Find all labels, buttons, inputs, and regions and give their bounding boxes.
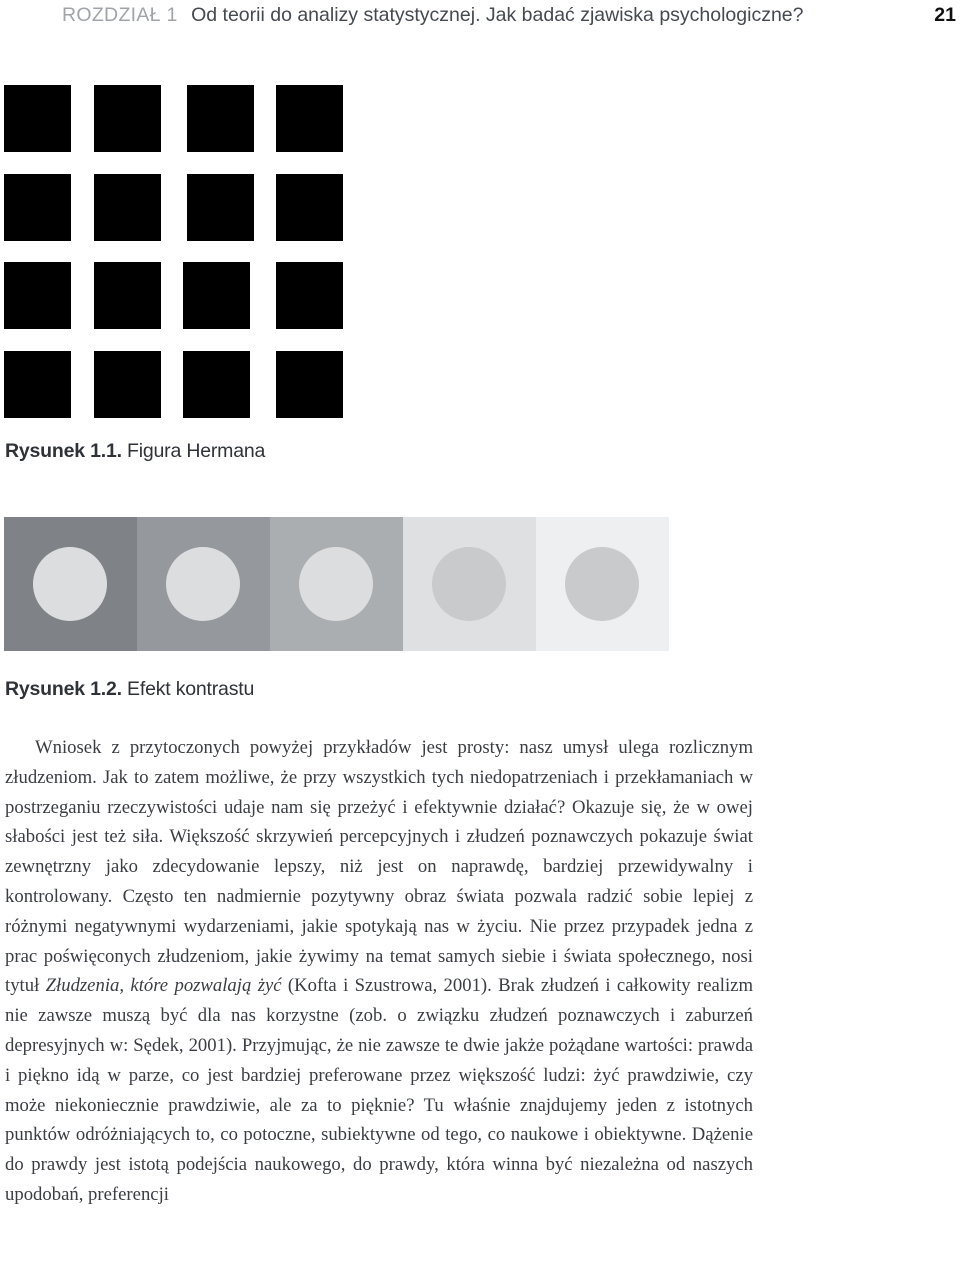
grid-square — [187, 174, 254, 241]
contrast-disc — [33, 547, 107, 621]
contrast-disc — [299, 547, 373, 621]
contrast-effect-figure — [4, 517, 669, 651]
figure-1-title: Figura Hermana — [127, 440, 266, 462]
grid-square — [94, 351, 161, 418]
paragraph-text: Wniosek z przytoczonych powyżej przykładów jest prosty: nasz umysł ulega rozlicznym złudzeniom. Jak to zatem możliwe, że przy wszystkich tych niedopatrzeniach i przekłamaniach w postrzeganiu rzeczywistości udaje nam się przeżyć i efektywnie działać? Okazuje się, że w owej słabości jest też siła. Większość skrzywień percepcyjnych i złudzeń poznawczych pokazuje świat zewnętrzny jako zdecydowanie lepszy, niż jest on naprawdę, bardziej przewidywalny i kontrolowany. Często ten nadmiernie pozytywny obraz świata pozwala radzić sobie lepiej z różnymi negatywnymi wydarzeniami, jakie spotykają nas w życiu. Nie przez przypadek jedna z prac poświęconych złudzeniom, jakie żywimy na temat samych siebie i świata społecznego, nosi tytuł — [5, 737, 753, 997]
figure-1-caption — [5, 439, 265, 463]
contrast-panel — [536, 517, 669, 651]
contrast-panel — [137, 517, 270, 651]
contrast-panel — [403, 517, 536, 651]
figure-2-label: Rysunek 1.2. — [5, 678, 122, 700]
figure-2-title: Efekt kontrastu — [127, 678, 255, 700]
grid-square — [276, 174, 343, 241]
grid-square — [94, 262, 161, 329]
contrast-panel — [270, 517, 403, 651]
grid-square — [4, 174, 71, 241]
contrast-disc — [166, 547, 240, 621]
grid-square — [183, 262, 250, 329]
paragraph — [5, 733, 753, 1210]
grid-square — [187, 85, 254, 152]
body-text — [5, 733, 753, 1210]
grid-square — [276, 351, 343, 418]
page-number: 21 — [934, 4, 956, 26]
grid-square — [94, 85, 161, 152]
hermann-grid-figure — [0, 0, 960, 430]
grid-square — [4, 351, 71, 418]
book-title: Złudzenia, które pozwalają żyć — [45, 975, 282, 997]
grid-square — [94, 174, 161, 241]
grid-square — [276, 262, 343, 329]
grid-square — [276, 85, 343, 152]
grid-square — [4, 262, 71, 329]
paragraph-text-continued: (Kofta i Szustrowa, 2001). Brak złudzeń i całkowity realizm nie zawsze muszą być dla nas korzystne (zob. o związku złudzeń poznawczych i zaburzeń depresyjnych w: Sędek, 2001). Przyjmując, że nie zawsze te dwie jakże pożądane wartości: prawda i piękno idą w parze, co jest bardziej preferowane przez większość ludzi: żyć prawdziwie, czy może niekoniecznie prawdziwie, ale za to pięknie? Tu właśnie znajdujemy jeden z istotnych punktów odróżniających to, co potoczne, subiektywne od tego, co naukowe i obiektywne. Dążenie do prawdy jest istotą podejścia naukowego, do prawdy, która winna być niezależna od naszych upodobań, preferencji — [5, 975, 754, 1205]
contrast-disc — [432, 547, 506, 621]
figure-1-label: Rysunek 1.1. — [5, 440, 122, 462]
figure-2-caption — [5, 677, 254, 701]
contrast-disc — [565, 547, 639, 621]
chapter-label: ROZDZIAŁ 1 — [62, 4, 178, 26]
grid-square — [4, 85, 71, 152]
chapter-title: Od teorii do analizy statystycznej. Jak badać zjawiska psychologiczne? — [191, 4, 804, 26]
grid-square — [183, 351, 250, 418]
contrast-panel — [4, 517, 137, 651]
